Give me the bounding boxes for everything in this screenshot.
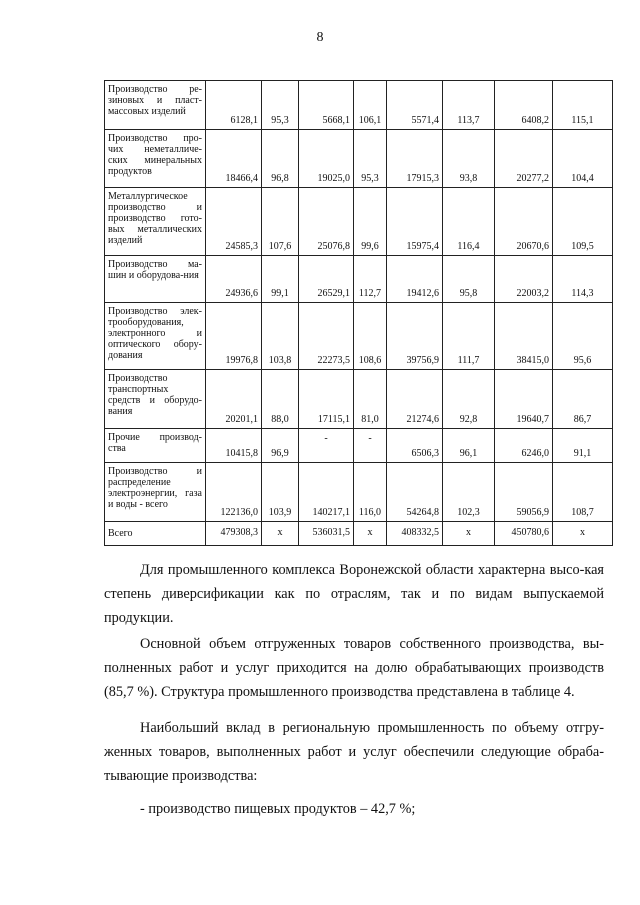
paragraph: Основной объем отгруженных товаров собственного производства, вы-полненных работ и услуг приходится на долю обрабатывающих производств (85,7 %). Структура промышленного производства представлена в таблице 4. xyxy=(104,636,604,700)
table-cell: 5571,4 xyxy=(387,81,443,130)
table-row xyxy=(105,522,613,546)
table-cell: 116,4 xyxy=(443,188,495,256)
table-cell: 96,8 xyxy=(262,130,299,188)
table-cell: 140217,1 xyxy=(299,463,354,522)
table-cell: 24936,6 xyxy=(206,256,262,303)
table-cell: 88,0 xyxy=(262,370,299,429)
table-row xyxy=(105,463,613,522)
table-cell: 21274,6 xyxy=(387,370,443,429)
table-cell: 106,1 xyxy=(354,81,387,130)
table-cell: 114,3 xyxy=(553,256,613,303)
paragraph: Для промышленного комплекса Воронежской области характерна высо-кая степень диверсификации как по отраслям, так и по видам выпускаемой продукции. xyxy=(104,562,604,626)
table-cell: 6128,1 xyxy=(206,81,262,130)
table-cell: 22273,5 xyxy=(299,303,354,370)
table-cell: 25076,8 xyxy=(299,188,354,256)
table-cell: 19976,8 xyxy=(206,303,262,370)
table-row xyxy=(105,303,613,370)
list-item: - производство пищевых продуктов – 42,7 %; xyxy=(140,801,416,817)
row-label: Производство транспортных средств и оборудо-вания xyxy=(105,370,206,429)
row-label: Прочие производ-ства xyxy=(105,429,206,463)
table-cell: 92,8 xyxy=(443,370,495,429)
table-row xyxy=(105,130,613,188)
table-cell: 95,6 xyxy=(553,303,613,370)
row-label: Производство ре-зиновых и пласт-массовых изделий xyxy=(105,81,206,130)
table-cell: х xyxy=(443,522,495,546)
table-row xyxy=(105,370,613,429)
table-cell: 59056,9 xyxy=(495,463,553,522)
table-cell: 19025,0 xyxy=(299,130,354,188)
table-cell: - xyxy=(299,429,354,463)
table-cell: 18466,4 xyxy=(206,130,262,188)
table-cell: 6506,3 xyxy=(387,429,443,463)
row-label: Производство элек-трооборудования, электронного и оптического обору-дования xyxy=(105,303,206,370)
table-cell: 15975,4 xyxy=(387,188,443,256)
table-cell: - xyxy=(354,429,387,463)
table-row xyxy=(105,256,613,303)
table-cell: 93,8 xyxy=(443,130,495,188)
table-cell: 38415,0 xyxy=(495,303,553,370)
table-cell: 81,0 xyxy=(354,370,387,429)
table-cell: 22003,2 xyxy=(495,256,553,303)
page-number: 8 xyxy=(316,30,324,45)
table-cell: 408332,5 xyxy=(387,522,443,546)
table-cell: 116,0 xyxy=(354,463,387,522)
row-label: Производство ма-шин и оборудова-ния xyxy=(105,256,206,303)
table-cell: 113,7 xyxy=(443,81,495,130)
table-cell: 96,1 xyxy=(443,429,495,463)
production-table xyxy=(104,80,613,546)
table-cell: 95,3 xyxy=(354,130,387,188)
table-cell: 108,6 xyxy=(354,303,387,370)
table-cell: 103,9 xyxy=(262,463,299,522)
table-cell: 96,9 xyxy=(262,429,299,463)
table-cell: 17915,3 xyxy=(387,130,443,188)
table-cell: 536031,5 xyxy=(299,522,354,546)
table-cell: 95,3 xyxy=(262,81,299,130)
table-cell: 95,8 xyxy=(443,256,495,303)
table-cell: 109,5 xyxy=(553,188,613,256)
paragraph: Наибольший вклад в региональную промышленность по объему отгру-женных товаров, выполненных работ и услуг обеспечили следующие обраба-тывающие производства: xyxy=(104,720,604,784)
table-cell: 115,1 xyxy=(553,81,613,130)
table-cell: 111,7 xyxy=(443,303,495,370)
table-cell: 6246,0 xyxy=(495,429,553,463)
table-row xyxy=(105,429,613,463)
table-cell: 479308,3 xyxy=(206,522,262,546)
row-label: Производство и распределение электроэнергии, газа и воды - всего xyxy=(105,463,206,522)
table-cell: 91,1 xyxy=(553,429,613,463)
table-cell: 54264,8 xyxy=(387,463,443,522)
table-cell: 19412,6 xyxy=(387,256,443,303)
row-label: Всего xyxy=(105,522,206,546)
table-cell: 6408,2 xyxy=(495,81,553,130)
table-cell: 39756,9 xyxy=(387,303,443,370)
table-cell: 17115,1 xyxy=(299,370,354,429)
table-cell: 107,6 xyxy=(262,188,299,256)
table-cell: 104,4 xyxy=(553,130,613,188)
table-row xyxy=(105,81,613,130)
table-cell: 19640,7 xyxy=(495,370,553,429)
table-cell: 103,8 xyxy=(262,303,299,370)
table-cell: 102,3 xyxy=(443,463,495,522)
table-cell: х xyxy=(262,522,299,546)
table-cell: 450780,6 xyxy=(495,522,553,546)
table-cell: 86,7 xyxy=(553,370,613,429)
table-cell: 10415,8 xyxy=(206,429,262,463)
table-cell: 108,7 xyxy=(553,463,613,522)
row-label: Металлургическое производство и производство гото-вых металлических изделий xyxy=(105,188,206,256)
table-cell: 24585,3 xyxy=(206,188,262,256)
table-cell: 99,6 xyxy=(354,188,387,256)
table-cell: 26529,1 xyxy=(299,256,354,303)
table-cell: 99,1 xyxy=(262,256,299,303)
table-cell: 5668,1 xyxy=(299,81,354,130)
table-cell: 112,7 xyxy=(354,256,387,303)
table-cell: 20277,2 xyxy=(495,130,553,188)
table-cell: 122136,0 xyxy=(206,463,262,522)
table-row xyxy=(105,188,613,256)
table-cell: 20201,1 xyxy=(206,370,262,429)
table-cell: х xyxy=(354,522,387,546)
table-cell: 20670,6 xyxy=(495,188,553,256)
row-label: Производство про-чих неметалличе-ских минеральных продуктов xyxy=(105,130,206,188)
table-cell: х xyxy=(553,522,613,546)
